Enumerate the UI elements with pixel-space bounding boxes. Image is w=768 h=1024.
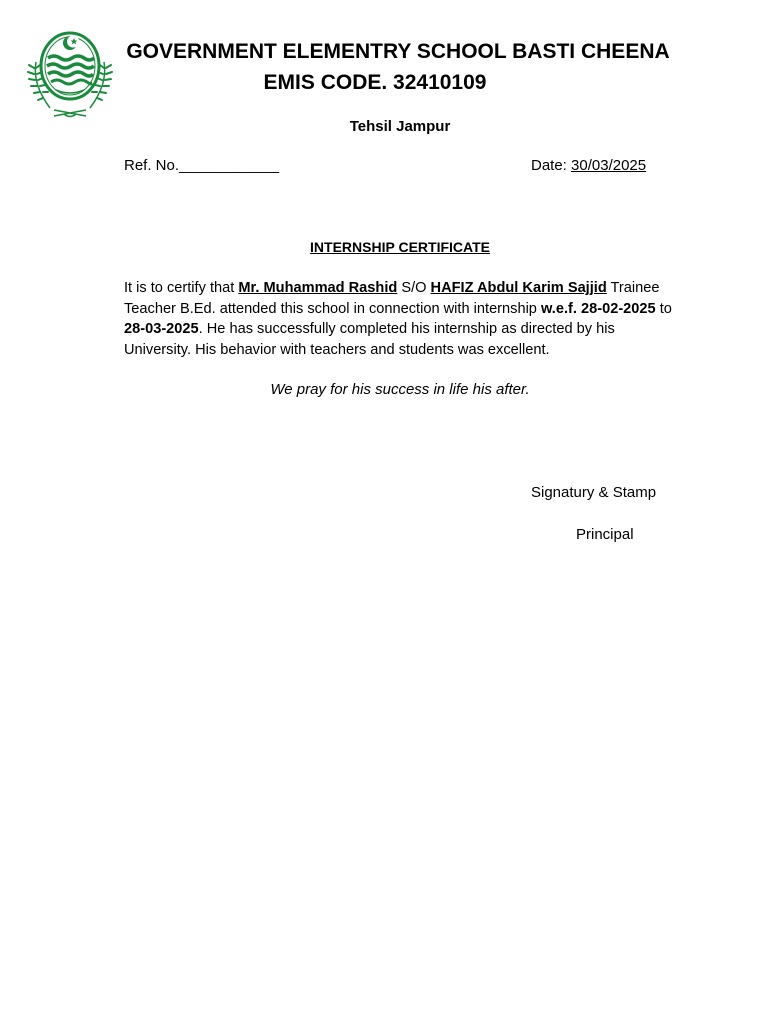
certificate-body [124,278,680,360]
body-to: to [655,300,672,317]
body-end: . He has successfully completed his internship as directed by his University. His behavior with teachers and students was excellent. [124,321,615,358]
date-value: 30/03/2025 [571,157,647,174]
start-date: w.e.f. 28-02-2025 [540,300,656,317]
body-so: S/O [397,280,431,296]
school-name: GOVERNMENT ELEMENTRY SCHOOL BASTI CHEENA [126,40,670,63]
date-label: Date: [531,157,572,174]
trainee-name: Mr. Muhammad Rashid [238,280,398,296]
certificate-title: INTERNSHIP CERTIFICATE [310,239,490,255]
body-intro: It is to certify that [124,280,239,296]
signature-stamp-label: Signatury & Stamp [531,484,657,501]
body-mid: Trainee Teacher B.Ed. attended this school in connection with internship [124,280,660,317]
date-line [531,156,646,176]
tehsil-name: Tehsil Jampur [349,118,451,135]
prayer-line: We pray for his success in life his after. [270,381,530,398]
father-name: HAFIZ Abdul Karim Sajjid [430,280,607,296]
ref-blank: ____________ [179,157,280,174]
end-date: 28-03-2025 [124,321,199,338]
reference-number [124,156,279,176]
ref-label: Ref. No. [124,157,180,174]
emis-code: EMIS CODE. 32410109 [263,71,487,94]
principal-label: Principal [576,526,634,543]
